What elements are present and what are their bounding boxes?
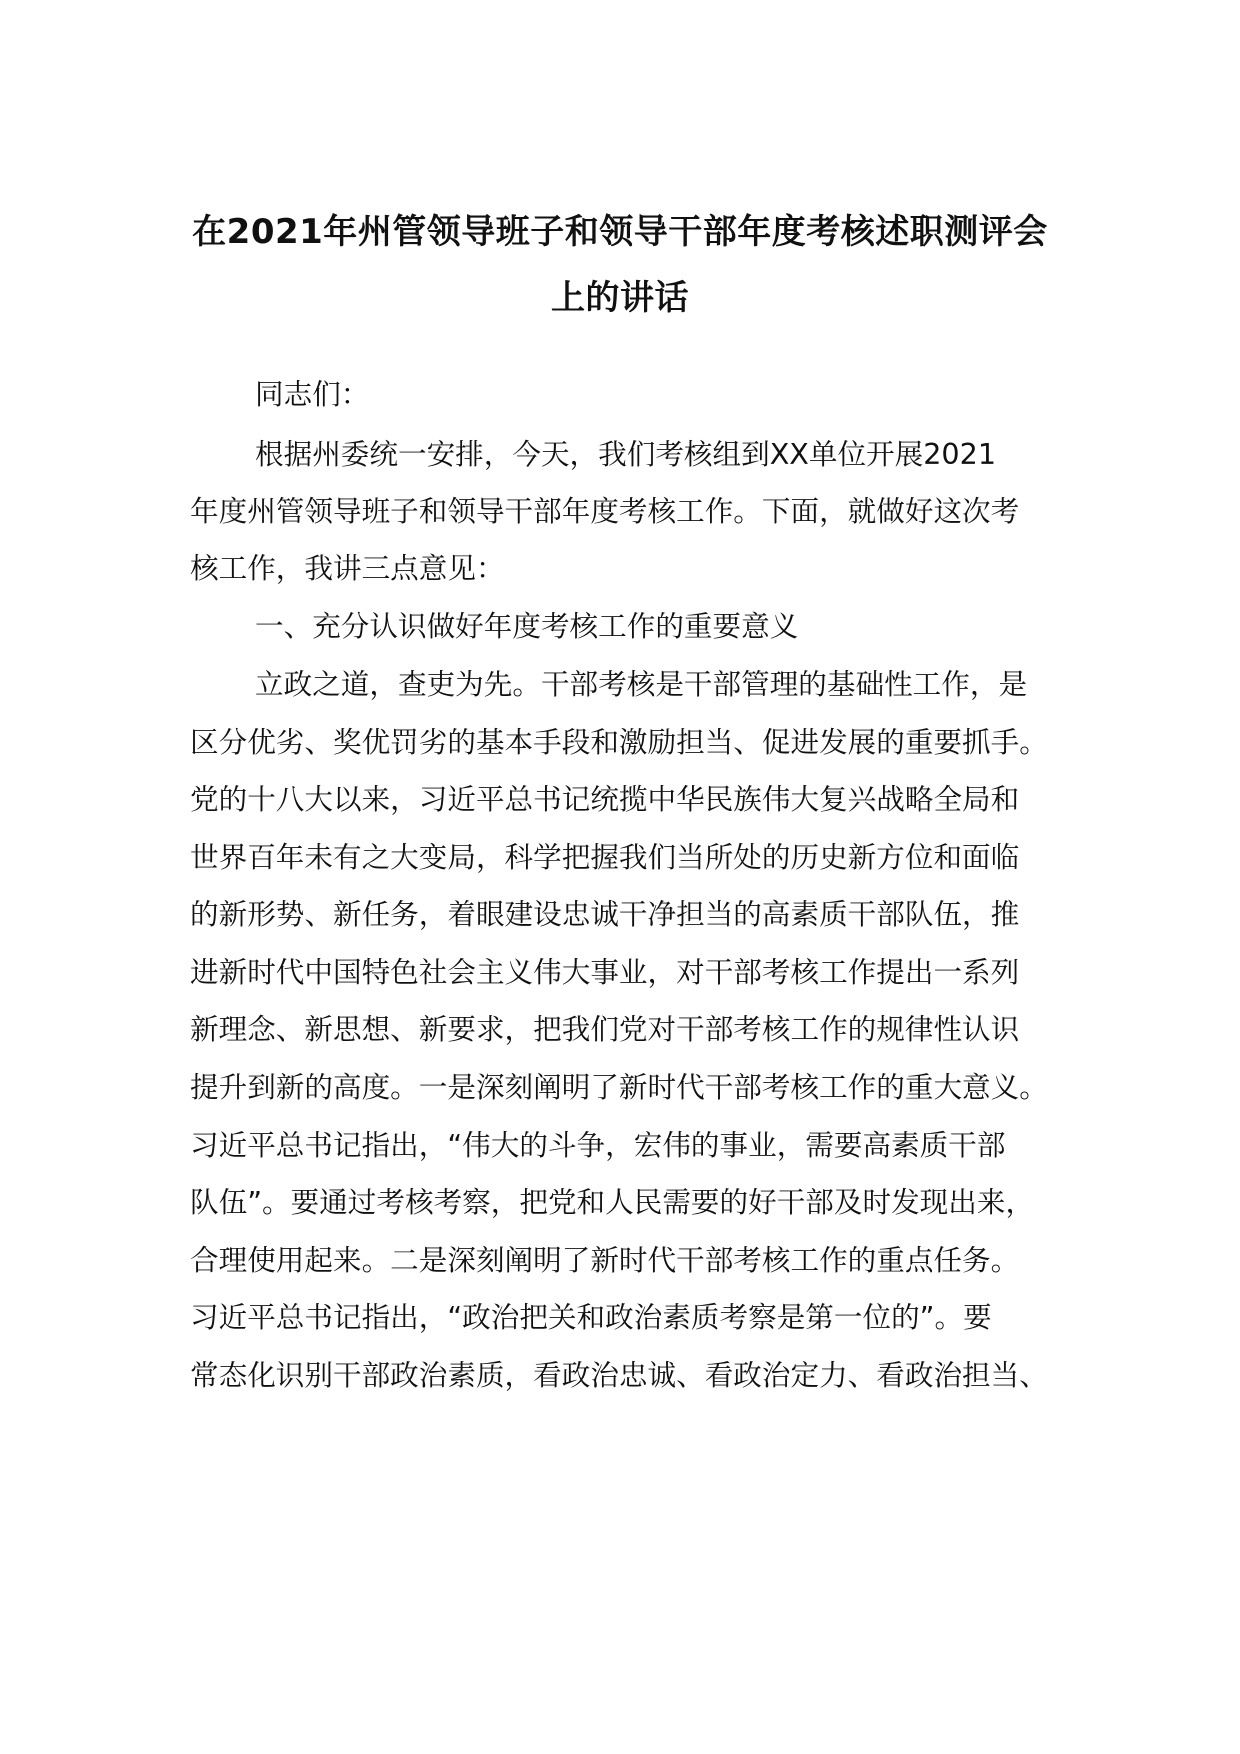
- paragraph-line: 党的十八大以来，习近平总书记统揽中华民族伟大复兴战略全局和: [190, 782, 1020, 816]
- paragraph-line: 的新形势、新任务，着眼建设忠诚干净担当的高素质干部队伍，推: [190, 897, 1020, 931]
- paragraph-line: 合理使用起来。二是深刻阐明了新时代干部考核工作的重点任务。: [190, 1243, 1020, 1277]
- document-title-line-1: 在2021年州管领导班子和领导干部年度考核述职测评会: [192, 212, 1048, 252]
- paragraph-line: 队伍”。要通过考核考察，把党和人民需要的好干部及时发现出来，: [190, 1185, 1035, 1219]
- paragraph-line: 世界百年未有之大变局，科学把握我们当所处的历史新方位和面临: [190, 840, 1020, 874]
- salutation: 同志们：: [255, 377, 370, 411]
- section-heading: 一、充分认识做好年度考核工作的重要意义: [255, 609, 799, 643]
- paragraph-line: 区分优劣、奖优罚劣的基本手段和激励担当、促进发展的重要抓手。: [190, 725, 1048, 759]
- paragraph-line: 根据州委统一安排，今天，我们考核组到XX单位开展2021: [255, 437, 997, 471]
- paragraph-line: 习近平总书记指出，“伟大的斗争，宏伟的事业，需要高素质干部: [190, 1128, 1006, 1162]
- paragraph-line: 习近平总书记指出，“政治把关和政治素质考察是第一位的”。要: [190, 1300, 992, 1334]
- paragraph-line: 年度州管领导班子和领导干部年度考核工作。下面，就做好这次考: [190, 494, 1020, 528]
- paragraph-line: 提升到新的高度。一是深刻阐明了新时代干部考核工作的重大意义。: [190, 1070, 1048, 1104]
- paragraph-line: 进新时代中国特色社会主义伟大事业，对干部考核工作提出一系列: [190, 955, 1020, 989]
- paragraph-line: 核工作，我讲三点意见：: [190, 551, 505, 585]
- paragraph-line: 常态化识别干部政治素质，看政治忠诚、看政治定力、看政治担当、: [190, 1358, 1048, 1392]
- paragraph-line: 立政之道，查吏为先。干部考核是干部管理的基础性工作，是: [255, 667, 1028, 701]
- document-title-line-2: 上的讲话: [551, 278, 689, 318]
- paragraph-line: 新理念、新思想、新要求，把我们党对干部考核工作的规律性认识: [190, 1012, 1020, 1046]
